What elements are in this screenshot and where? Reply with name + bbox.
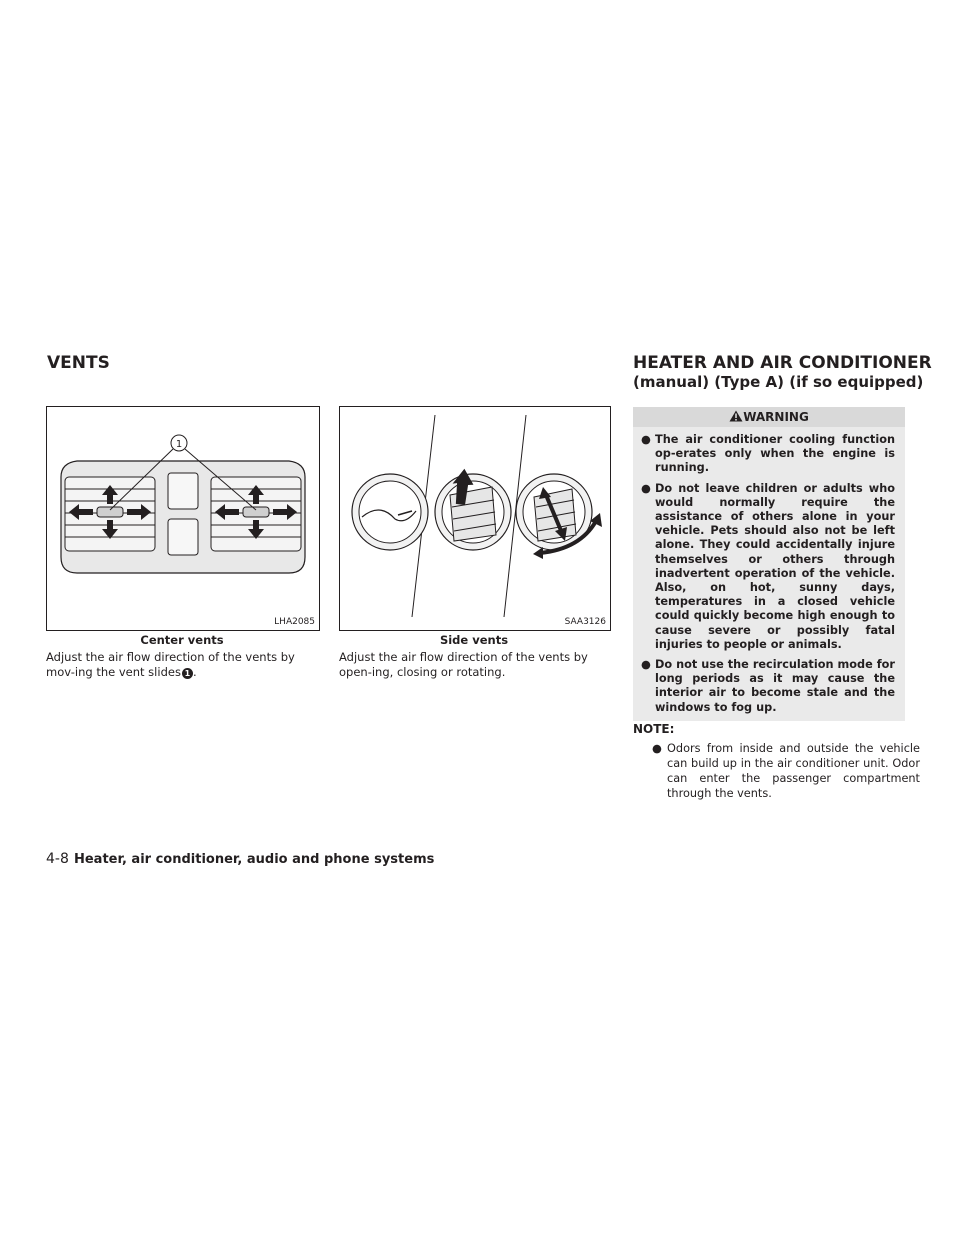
side-vents-text: Adjust the air flow direction of the vents by open-ing, closing or rotating. bbox=[339, 650, 588, 679]
bullet-icon: ● bbox=[652, 742, 662, 755]
side-vents-caption: Side vents bbox=[439, 633, 509, 647]
side-vents-figure bbox=[339, 406, 611, 631]
page-number: 4-8 bbox=[46, 851, 69, 867]
warning-item-text: Do not leave children or adults who would normally require the assistance of others alone in your vehicle. Pets should also not be left alone. They could accidentally injure themselves or others through inadvertent operation of the vehicle. Also, on hot, sunny days, temperatures in a closed vehicle could quickly become high enough to cause severe or possibly fatal injuries to people or animals. bbox=[655, 481, 895, 651]
callout-1-label: 1 bbox=[175, 439, 183, 450]
figure-code: SAA3126 bbox=[564, 617, 606, 627]
section-heading-vents: VENTS bbox=[47, 353, 110, 373]
page-footer bbox=[46, 848, 434, 869]
note-heading: NOTE: bbox=[633, 722, 675, 736]
warning-item-text: Do not use the recirculation mode for long periods as it may cause the interior air to become stale and the windows to fog up. bbox=[655, 658, 895, 714]
note-item-text: Odors from inside and outside the vehicle can build up in the air conditioner unit. Odor can enter the passenger compartment through the vents. bbox=[667, 742, 920, 800]
center-vents-text bbox=[46, 650, 318, 680]
warning-item bbox=[641, 433, 895, 476]
heater-heading-line2: (manual) (Type A) (if so equipped) bbox=[633, 373, 924, 391]
bullet-icon: ● bbox=[641, 433, 651, 446]
bullet-icon: ● bbox=[641, 658, 651, 672]
center-vents-text-end: . bbox=[192, 665, 197, 679]
center-vents-illustration bbox=[47, 407, 319, 630]
warning-box bbox=[633, 407, 905, 721]
figure-code: LHA2085 bbox=[274, 617, 315, 627]
warning-triangle-icon bbox=[729, 410, 743, 422]
center-vents-caption: Center vents bbox=[140, 633, 224, 647]
bullet-icon: ● bbox=[641, 481, 651, 495]
callout-1-icon: 1 bbox=[182, 668, 193, 679]
heater-heading-line1: HEATER AND AIR CONDITIONER bbox=[633, 353, 932, 373]
center-vents-figure bbox=[46, 406, 320, 631]
warning-item bbox=[641, 482, 895, 652]
section-heading-heater bbox=[633, 353, 932, 391]
warning-item-text: The air conditioner cooling function op-erates only when the engine is running. bbox=[655, 433, 895, 475]
warning-item bbox=[641, 658, 895, 715]
warning-body bbox=[633, 427, 905, 721]
warning-header bbox=[633, 407, 905, 427]
center-vents-text-main: Adjust the air flow direction of the vents by mov-ing the vent slides bbox=[46, 650, 295, 679]
footer-section-title: Heater, air conditioner, audio and phone systems bbox=[73, 852, 435, 867]
warning-title: WARNING bbox=[743, 410, 809, 424]
side-vents-illustration bbox=[340, 407, 610, 630]
note-item bbox=[652, 741, 920, 801]
